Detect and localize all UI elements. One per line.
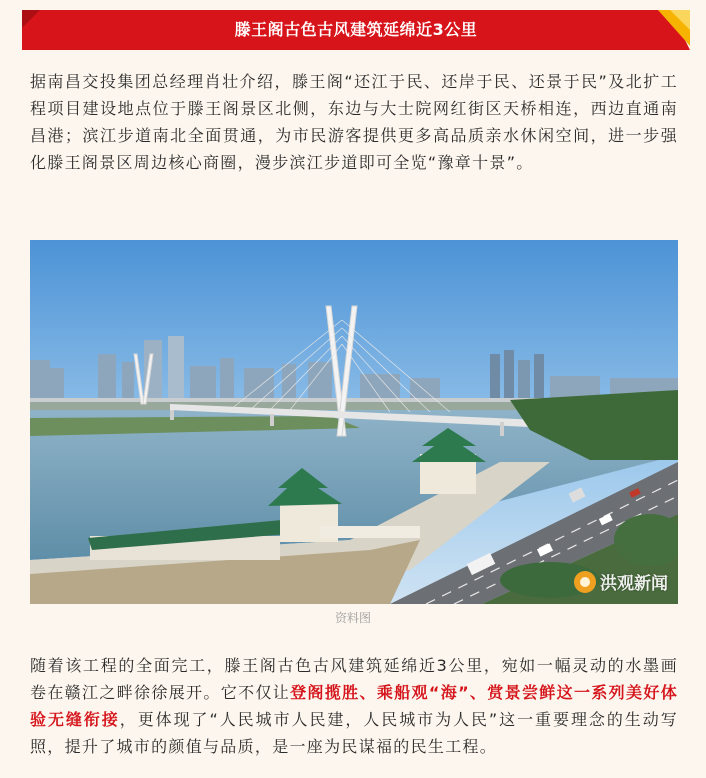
- watermark-text: 洪观新闻: [600, 574, 668, 594]
- section-title-banner: [22, 10, 690, 50]
- bridge-river-scene: [30, 240, 678, 604]
- hongguan-logo-icon: [574, 571, 596, 593]
- section-title: 滕王阁古色古风建筑延绵近3公里: [234, 20, 478, 39]
- paragraph-conclusion: [30, 652, 678, 760]
- news-photo: [30, 240, 678, 604]
- paragraph-intro: 据南昌交投集团总经理肖壮介绍，滕王阁“还江于民、还岸于民、还景于民”及北扩工程项目建设地点位于滕王阁景区北侧，东边与大士院网红街区天桥相连，西边直通南昌港；滨江步道南北全面贯通，为市民游客提供更多高品质亲水休闲空间，进一步强化滕王阁景区周边核心商圈，漫步滨江步道即可全览“豫章十景”。: [30, 72, 678, 172]
- conclusion-text-after: ，更体现了“人民城市人民建，人民城市为人民”这一重要理念的生动写照，提升了城市的颜值与品质，是一座为民谋福的民生工程。: [30, 710, 678, 756]
- watermark: [574, 569, 668, 594]
- photo-caption: 资料图: [334, 611, 371, 625]
- conclusion-text-before: 随着该工程的全面完工，滕王阁古色古风建筑延绵近3公里，宛如一幅灵动的水墨画卷在赣江之畔徐徐展开。它不仅让: [30, 656, 678, 702]
- conclusion-highlight: 登阁揽胜、乘船观“海”、赏景尝鲜这一系列美好体验无缝衔接: [30, 683, 678, 729]
